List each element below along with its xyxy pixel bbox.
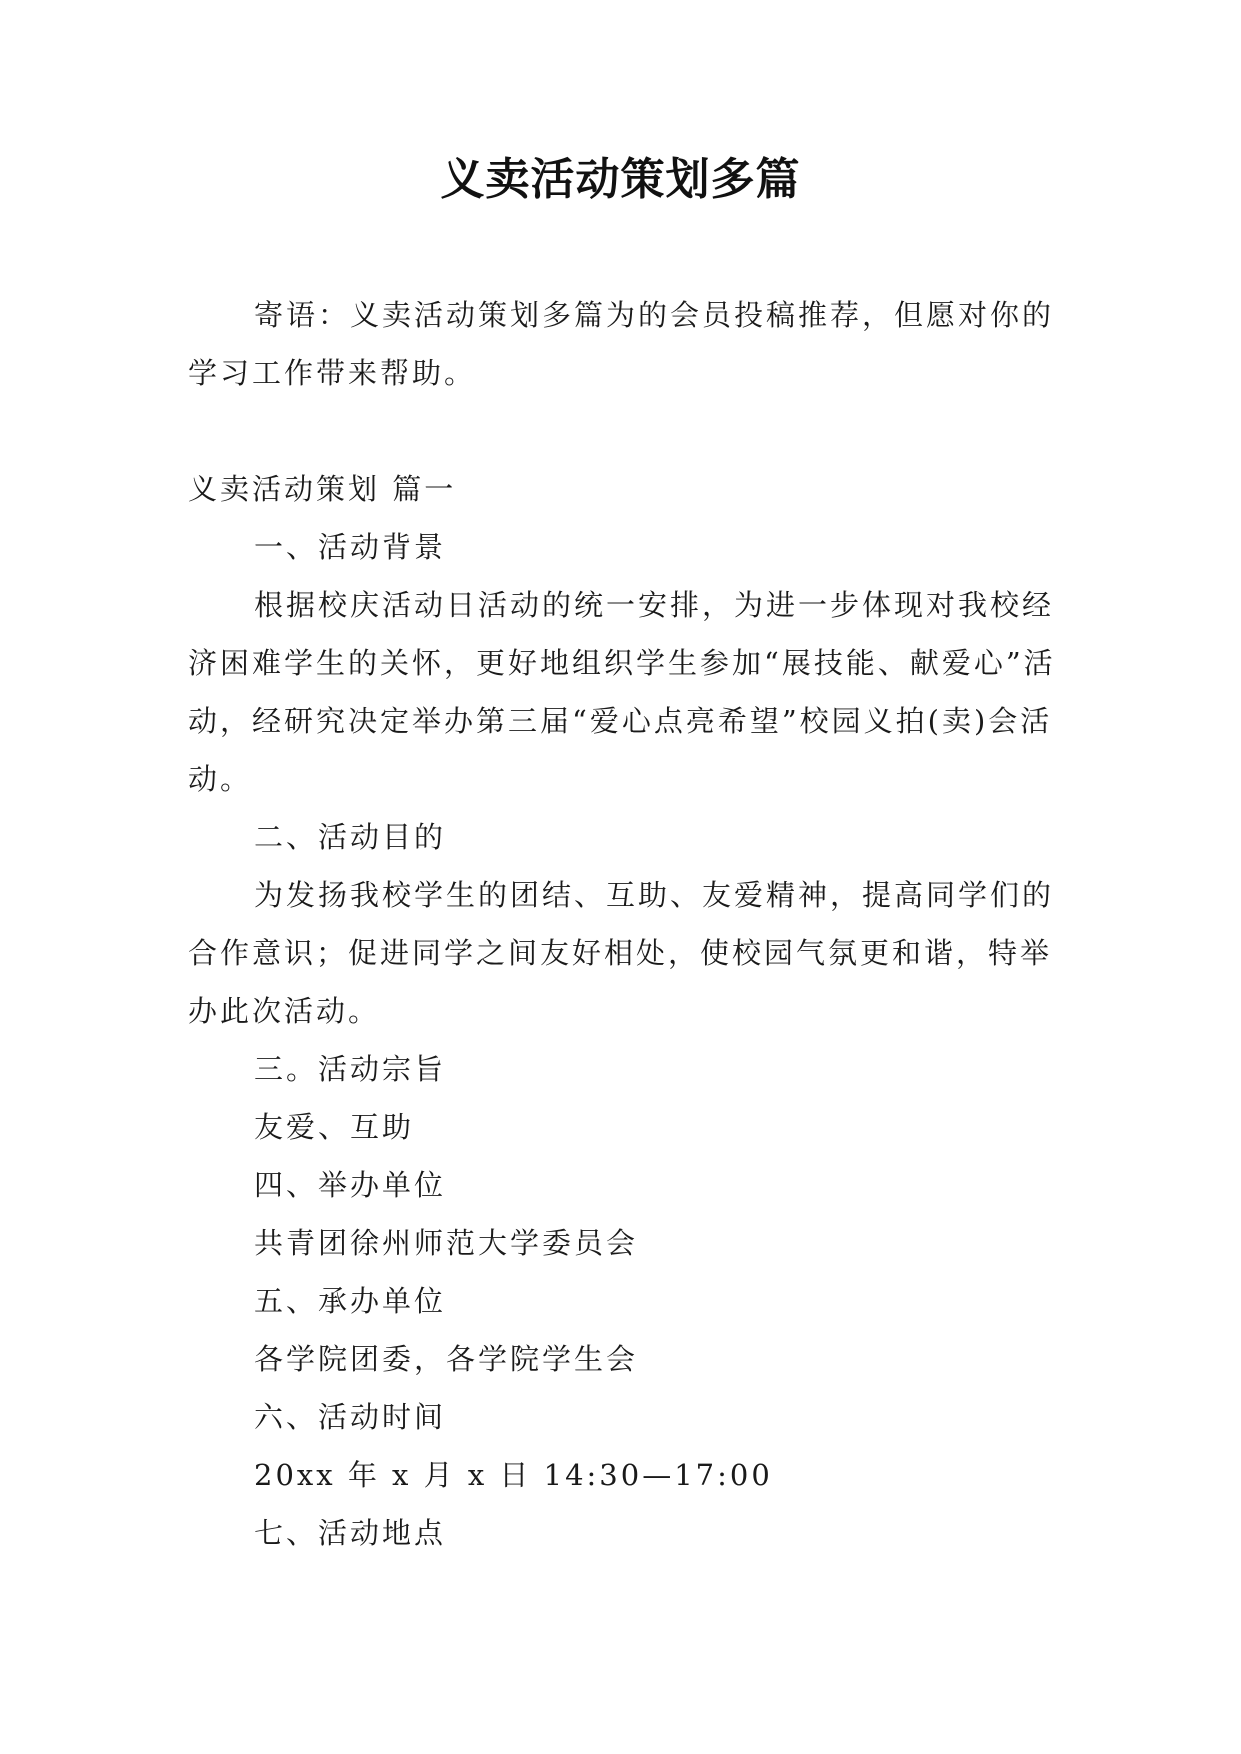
heading-location: 七、活动地点 [254,1516,447,1550]
paragraph-purpose: 为发扬我校学生的团结、互助、友爱精神，提高同学们的合作意识；促进同学之间友好相处，使校园气氛更和谐，特举办此次活动。 [188,878,1055,1028]
heading-organizer: 四、举办单位 [254,1168,447,1202]
text-host: 各学院团委，各学院学生会 [254,1342,639,1376]
intro-paragraph: 寄语：义卖活动策划多篇为的会员投稿推荐，但愿对你的学习工作带来帮助。 [188,298,1055,390]
text-time: 20xx 年 x 月 x 日 14:30—17:00 [254,1458,773,1492]
text-tenet: 友爱、互助 [254,1110,415,1144]
heading-purpose: 二、活动目的 [254,820,447,854]
heading-host: 五、承办单位 [254,1284,447,1318]
heading-background: 一、活动背景 [254,530,447,564]
section-heading: 义卖活动策划 篇一 [188,472,457,506]
document-body [188,286,1068,1562]
heading-time: 六、活动时间 [254,1400,447,1434]
document-title: 义卖活动策划多篇 [440,154,801,205]
paragraph-background: 根据校庆活动日活动的统一安排，为进一步体现对我校经济困难学生的关怀，更好地组织学生参加“展技能、献爱心”活动，经研究决定举办第三届“爱心点亮希望”校园义拍(卖)会活动。 [188,588,1056,796]
text-organizer: 共青团徐州师范大学委员会 [254,1226,639,1260]
heading-tenet: 三。活动宗旨 [254,1052,447,1086]
